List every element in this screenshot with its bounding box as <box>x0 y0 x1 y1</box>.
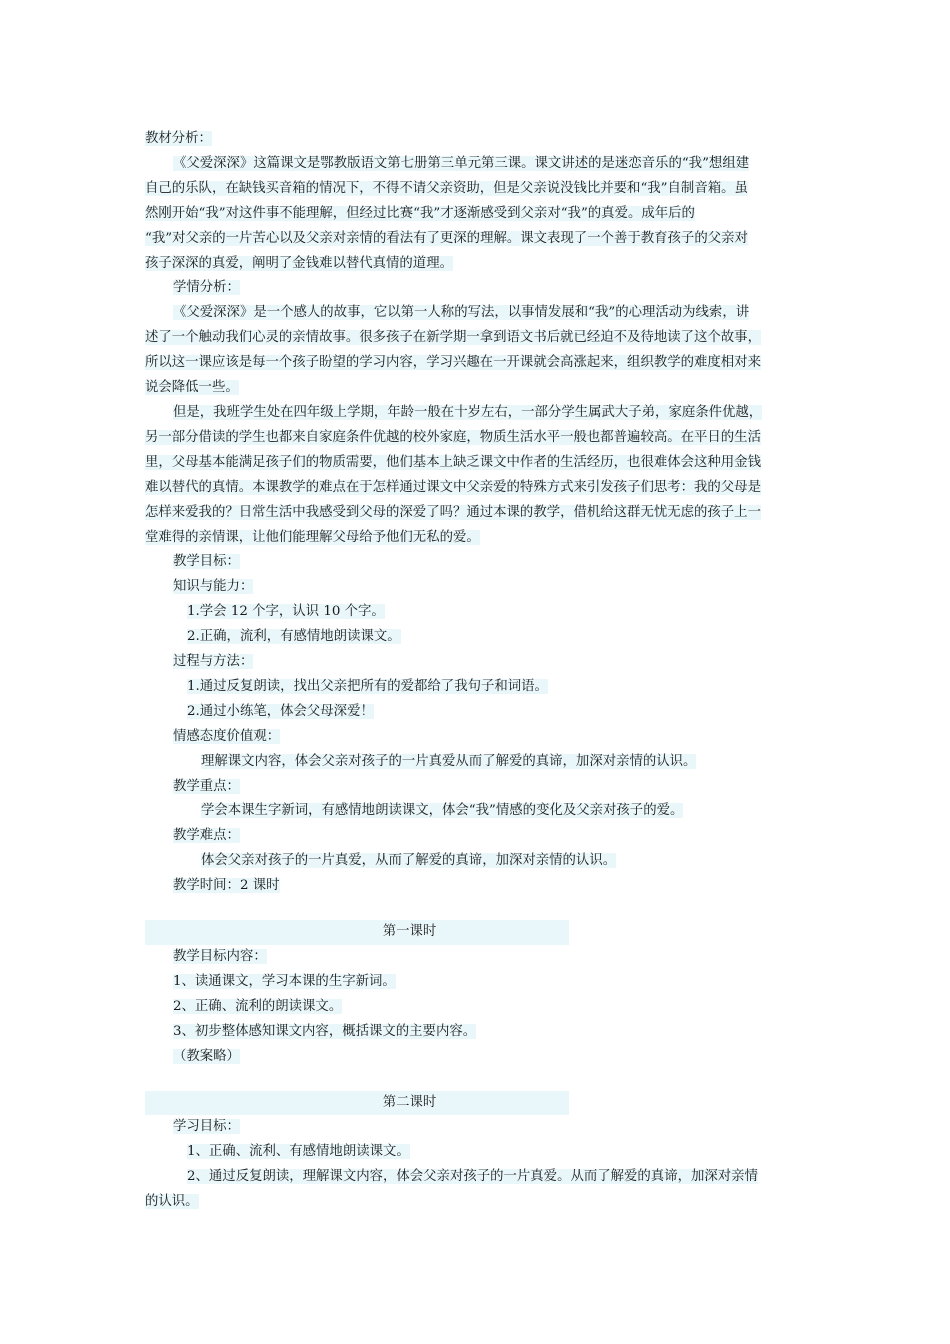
heading-teaching-goals: 教学目标： <box>173 554 240 570</box>
heading-student-analysis: 学情分析： <box>173 280 240 296</box>
paragraph-line: 说会降低一些。 <box>145 380 239 396</box>
list-item: 理解课文内容，体会父亲对孩子的一片真爱从而了解爱的真谛，加深对亲情的认识。 <box>201 753 697 769</box>
list-item: 1.学会 12 个字，认识 10 个字。 <box>187 604 385 620</box>
list-item: 1.通过反复朗读，找出父亲把所有的爱都给了我句子和词语。 <box>187 678 548 694</box>
lesson-two-goals-heading: 学习目标： <box>173 1119 240 1135</box>
paragraph-line: 《父爱深深》是一个感人的故事，它以第一人称的写法，以事情发展和“我”的心理活动为线索，讲 <box>173 305 750 321</box>
list-item: 1、读通课文，学习本课的生字新词。 <box>173 973 396 989</box>
paragraph-line: 里，父母基本能满足孩子们的物质需要，他们基本上缺乏课文中作者的生活经历，也很难体会这种用金钱 <box>145 454 761 470</box>
heading-teaching-difficulty: 教学难点： <box>173 828 240 844</box>
paragraph-line: 《父爱深深》这篇课文是鄂教版语文第七册第三单元第三课。课文讲述的是迷恋音乐的“我”想组建 <box>173 155 750 171</box>
paragraph-line: “我”对父亲的一片苦心以及父亲对亲情的看法有了更深的理解。课文表现了一个善于教育孩子的父亲对 <box>145 230 748 246</box>
list-item: 2、通过反复朗读，理解课文内容，体会父亲对孩子的一片真爱。从而了解爱的真谛，加深对亲情 <box>187 1169 758 1185</box>
lesson-one-title: 第一课时 <box>145 920 569 945</box>
heading-material-analysis: 教材分析： <box>145 131 212 146</box>
lesson-note: （教案略） <box>173 1048 240 1064</box>
paragraph-line: 难以替代的真情。本课教学的难点在于怎样通过课文中父亲爱的特殊方式来引发孩子们思考：我的父母是 <box>145 479 761 495</box>
subheading-knowledge-ability: 知识与能力： <box>173 579 254 595</box>
list-item: 2.通过小练笔，体会父母深爱！ <box>187 703 374 719</box>
list-item: 学会本课生字新词，有感情地朗读课文，体会“我”情感的变化及父亲对孩子的爱。 <box>201 803 684 819</box>
paragraph-line: 怎样来爱我的？日常生活中我感受到父母的深爱了吗？通过本课的教学，借机给这群无忧无虑的孩子上一 <box>145 504 761 520</box>
paragraph-line: 所以这一课应该是每一个孩子盼望的学习内容，学习兴趣在一开课就会高涨起来，组织教学的难度相对来 <box>145 355 761 371</box>
paragraph-line: 另一部分借读的学生也都来自家庭条件优越的校外家庭，物质生活水平一般也都普遍较高。在平日的生活 <box>145 429 761 445</box>
lesson-one-goals-heading: 教学目标内容： <box>173 948 267 964</box>
paragraph-line: 但是，我班学生处在四年级上学期，年龄一般在十岁左右，一部分学生属武大子弟，家庭条件优越， <box>173 404 763 420</box>
teaching-time: 教学时间：2 课时 <box>173 878 280 894</box>
list-item: 1、正确、流利、有感情地朗读课文。 <box>187 1144 410 1160</box>
list-item: 3、初步整体感知课文内容，概括课文的主要内容。 <box>173 1023 477 1039</box>
paragraph-line: 孩子深深的真爱，阐明了金钱难以替代真情的道理。 <box>145 255 453 271</box>
list-item: 2.正确，流利，有感情地朗读课文。 <box>187 629 401 645</box>
paragraph-line: 述了一个触动我们心灵的亲情故事。很多孩子在新学期一拿到语文书后就已经迫不及待地读了这个故事， <box>145 330 761 346</box>
list-item: 体会父亲对孩子的一片真爱，从而了解爱的真谛，加深对亲情的认识。 <box>201 853 617 869</box>
list-item: 2、正确、流利的朗读课文。 <box>173 998 343 1014</box>
lesson-two-title: 第二课时 <box>145 1091 569 1116</box>
paragraph-line: 自己的乐队，在缺钱买音箱的情况下，不得不请父亲资助，但是父亲说没钱比并要和“我”自制音箱。虽 <box>145 180 748 196</box>
paragraph-line: 然刚开始“我”对这件事不能理解，但经过比赛“我”才逐渐感受到父亲对“我”的真爱。成年后的 <box>145 205 695 221</box>
document-body <box>145 127 807 1215</box>
paragraph-line: 堂难得的亲情课，让他们能理解父母给予他们无私的爱。 <box>145 529 480 545</box>
heading-teaching-key: 教学重点： <box>173 778 240 794</box>
subheading-emotion-values: 情感态度价值观： <box>173 728 281 744</box>
list-item-continuation: 的认识。 <box>145 1194 199 1210</box>
subheading-process-method: 过程与方法： <box>173 654 254 670</box>
